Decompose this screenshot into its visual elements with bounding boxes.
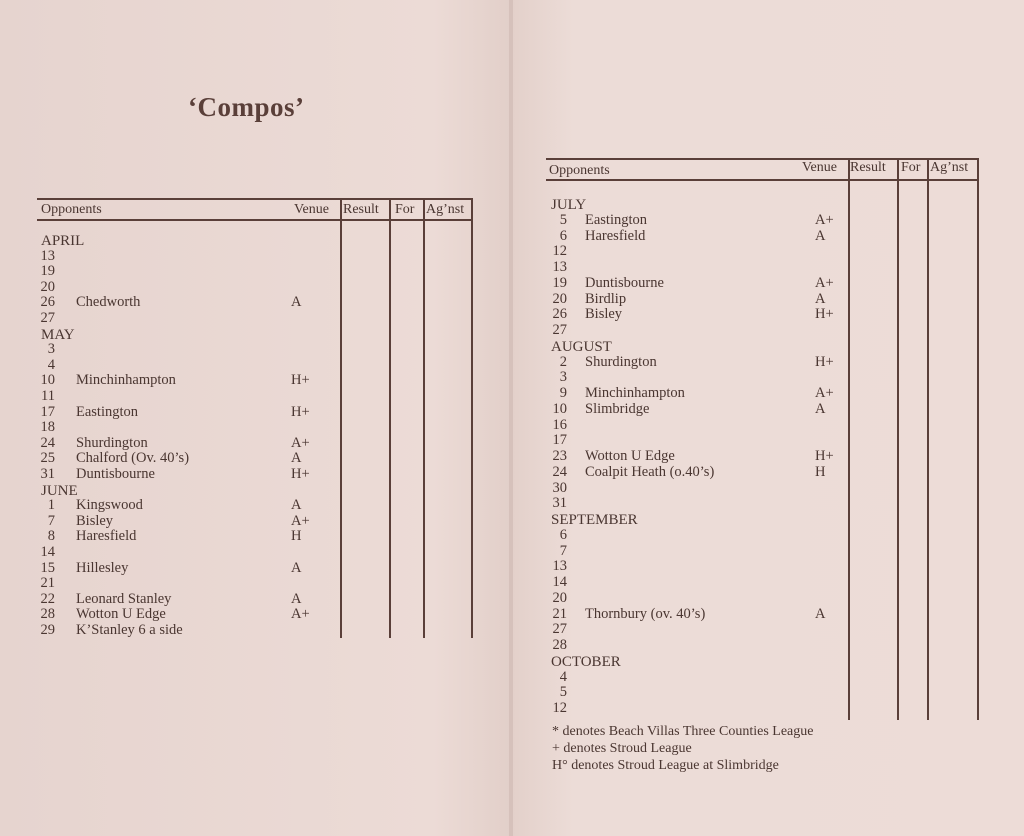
- month-heading: JUNE: [41, 482, 78, 499]
- legend: [552, 723, 813, 774]
- fixture-opponent: Hillesley: [76, 559, 129, 576]
- fixture-day: 25: [40, 450, 55, 467]
- fixture-row: [546, 528, 846, 544]
- fixture-row: [546, 496, 846, 512]
- fixture-day: 9: [559, 385, 567, 401]
- fixture-opponent: Birdlip: [585, 290, 627, 307]
- fixture-row: [37, 607, 337, 623]
- fixture-day: 15: [40, 559, 55, 576]
- fixture-venue: H+: [815, 448, 834, 464]
- fixture-day: 21: [552, 605, 567, 622]
- fixture-row: [546, 622, 846, 638]
- fixture-day: 10: [40, 372, 55, 389]
- fixture-opponent: Bisley: [76, 512, 114, 529]
- fixture-opponent: Chedworth: [76, 294, 141, 311]
- fixture-venue: A: [291, 450, 302, 467]
- fixture-day: 26: [552, 306, 567, 323]
- fixture-opponent: Coalpit Heath (o.40’s): [585, 463, 715, 480]
- fixture-venue: A+: [815, 211, 834, 228]
- fixture-day: 13: [552, 558, 567, 575]
- fixture-opponent: Thornbury (ov. 40’s): [585, 605, 706, 622]
- fixture-venue: H+: [815, 306, 834, 323]
- fixture-venue: A+: [291, 606, 310, 623]
- fixture-row: [37, 420, 337, 436]
- fixture-row: [546, 402, 846, 418]
- fixture-day: 6: [559, 227, 567, 244]
- fixture-row: [546, 386, 846, 402]
- fixture-opponent: Eastington: [585, 211, 648, 228]
- fixture-day: 16: [552, 416, 567, 433]
- fixture-venue: A: [815, 605, 826, 622]
- header-opponents: Opponents: [549, 163, 610, 178]
- fixture-row: [37, 373, 337, 389]
- fixture-day: 3: [559, 369, 567, 386]
- fixture-venue: H+: [291, 466, 310, 482]
- fixture-row: [37, 467, 337, 483]
- fixture-row: [37, 249, 337, 265]
- fixture-opponent: Haresfield: [76, 528, 137, 545]
- fixture-row: [37, 545, 337, 561]
- fixture-row: [37, 514, 337, 530]
- fixture-day: 10: [552, 400, 567, 417]
- fixture-day: 1: [47, 497, 55, 514]
- fixture-row: [546, 292, 846, 308]
- fixture-day: 27: [552, 621, 567, 638]
- header-top-rule: [37, 198, 473, 200]
- fixture-opponent: Minchinhampton: [585, 385, 685, 401]
- fixture-day: 24: [40, 434, 55, 451]
- fixture-venue: A: [291, 497, 302, 514]
- legend-line: H° denotes Stroud League at Slimbridge: [552, 758, 779, 773]
- header-opponents: Opponents: [41, 202, 102, 217]
- fixture-row: [546, 465, 846, 481]
- header-bottom-rule: [546, 179, 979, 181]
- header-result: Result: [343, 202, 379, 217]
- fixture-row: [37, 451, 337, 467]
- column-divider: [340, 198, 342, 638]
- fixture-opponent: Slimbridge: [585, 400, 650, 417]
- fixture-day: 7: [559, 542, 567, 559]
- fixture-opponent: Chalford (Ov. 40’s): [76, 450, 190, 467]
- fixture-venue: H: [291, 528, 302, 545]
- fixture-day: 3: [47, 341, 55, 358]
- fixture-day: 31: [552, 495, 567, 512]
- fixture-venue: A: [815, 400, 826, 417]
- fixture-day: 31: [40, 466, 55, 482]
- fixture-row: [37, 280, 337, 296]
- fixture-day: 29: [40, 622, 55, 638]
- left-fixtures-table: [37, 198, 473, 638]
- fixture-day: 28: [40, 606, 55, 623]
- fixture-opponent: Duntisbourne: [585, 274, 664, 291]
- fixture-row: [37, 561, 337, 577]
- fixture-row: [546, 276, 846, 292]
- fixture-venue: H+: [291, 403, 310, 420]
- right-fixtures-table: [546, 158, 979, 720]
- fixture-opponent: Minchinhampton: [76, 372, 176, 389]
- fixture-opponent: Wotton U Edge: [585, 448, 675, 464]
- header-against: Ag’nst: [426, 202, 465, 217]
- legend-line: + denotes Stroud League: [552, 741, 692, 756]
- fixture-row: [37, 623, 337, 639]
- fixture-day: 5: [559, 211, 567, 228]
- month-heading: APRIL: [41, 233, 85, 249]
- fixture-day: 12: [552, 700, 567, 716]
- column-divider: [848, 158, 850, 720]
- legend-line: * denotes Beach Villas Three Counties League: [552, 724, 814, 739]
- fixture-venue: H: [815, 463, 826, 480]
- fixture-row: [546, 213, 846, 229]
- fixture-venue: A: [291, 590, 302, 607]
- fixture-opponent: Eastington: [76, 403, 139, 420]
- fixture-day: 14: [40, 544, 55, 560]
- fixture-day: 6: [559, 526, 567, 543]
- fixture-day: 12: [552, 243, 567, 260]
- month-heading: SEPTEMBER: [551, 512, 638, 528]
- fixture-day: 7: [47, 512, 55, 529]
- fixture-day: 23: [552, 448, 567, 464]
- fixture-venue: A: [291, 294, 302, 311]
- month-heading: JULY: [551, 197, 587, 213]
- fixture-day: 19: [40, 263, 55, 280]
- column-divider: [423, 198, 425, 638]
- fixture-row: [37, 264, 337, 280]
- fixture-day: 24: [552, 463, 567, 480]
- fixture-row: [546, 670, 846, 686]
- fixture-opponent: Wotton U Edge: [76, 606, 166, 623]
- fixture-venue: A: [815, 227, 826, 244]
- fixture-day: 20: [40, 278, 55, 295]
- header-bottom-rule: [37, 219, 473, 221]
- header-against: Ag’nst: [930, 160, 969, 175]
- fixture-row: [546, 307, 846, 323]
- fixture-opponent: Haresfield: [585, 227, 646, 244]
- fixture-day: 17: [40, 403, 55, 420]
- fixture-row: [546, 638, 846, 654]
- fixture-row: [37, 311, 337, 327]
- fixture-venue: A: [815, 290, 826, 307]
- fixture-row: [546, 370, 846, 386]
- fixture-opponent: Shurdington: [76, 434, 148, 451]
- fixture-venue: H+: [291, 372, 310, 389]
- fixture-row: [546, 355, 846, 371]
- fixture-day: 30: [552, 479, 567, 496]
- fixture-day: 11: [41, 388, 55, 404]
- fixture-day: 21: [40, 575, 55, 592]
- fixture-row: [546, 244, 846, 260]
- fixture-opponent: Bisley: [585, 306, 623, 323]
- header-venue: Venue: [294, 202, 329, 217]
- fixture-day: 17: [552, 432, 567, 449]
- fixture-row: [37, 529, 337, 545]
- page-title: ‘Compos’: [188, 92, 305, 122]
- fixture-opponent: Duntisbourne: [76, 466, 155, 482]
- fixture-venue: H+: [815, 353, 834, 370]
- fixture-day: 19: [552, 274, 567, 291]
- fixture-row: [546, 481, 846, 497]
- fixture-row: [546, 433, 846, 449]
- fixture-venue: A+: [291, 434, 310, 451]
- fixture-row: [546, 685, 846, 701]
- fixture-day: 13: [552, 259, 567, 275]
- fixture-row: [546, 591, 846, 607]
- fixture-venue: A+: [815, 274, 834, 291]
- fixture-day: 14: [552, 574, 567, 590]
- fixture-row: [37, 592, 337, 608]
- fixture-day: 20: [552, 589, 567, 606]
- fixture-day: 18: [40, 419, 55, 436]
- fixture-row: [37, 576, 337, 592]
- fixture-day: 13: [40, 247, 55, 264]
- fixture-row: [546, 260, 846, 276]
- fixture-row: [37, 389, 337, 405]
- fixture-row: [37, 498, 337, 514]
- fixture-row: [546, 607, 846, 623]
- fixture-row: [37, 342, 337, 358]
- fixture-row: [546, 229, 846, 245]
- fixture-row: [37, 405, 337, 421]
- fixture-row: [37, 358, 337, 374]
- fixture-day: 28: [552, 637, 567, 653]
- header-result: Result: [850, 160, 886, 175]
- column-divider: [927, 158, 929, 720]
- fixture-row: [546, 701, 846, 717]
- header-venue: Venue: [802, 160, 837, 175]
- fixture-row: [37, 436, 337, 452]
- fixture-day: 4: [559, 668, 567, 685]
- fixture-day: 22: [40, 590, 55, 607]
- fixture-venue: A+: [291, 512, 310, 529]
- fixture-row: [546, 544, 846, 560]
- month-heading: OCTOBER: [551, 653, 621, 670]
- fixture-opponent: Leonard Stanley: [76, 590, 172, 607]
- fixture-day: 20: [552, 290, 567, 307]
- fixture-row: [546, 559, 846, 575]
- fixture-opponent: Kingswood: [76, 497, 143, 514]
- fixture-row: [546, 575, 846, 591]
- page-gutter: [509, 0, 513, 836]
- fixture-day: 26: [40, 294, 55, 311]
- fixture-day: 5: [559, 684, 567, 701]
- fixture-day: 27: [552, 322, 567, 338]
- column-divider: [471, 198, 473, 638]
- month-heading: AUGUST: [551, 338, 612, 355]
- fixture-day: 4: [47, 356, 55, 373]
- header-for: For: [395, 202, 415, 217]
- fixture-day: 8: [47, 528, 55, 545]
- column-divider: [897, 158, 899, 720]
- fixture-opponent: Shurdington: [585, 353, 657, 370]
- fixture-day: 27: [40, 310, 55, 326]
- fixture-row: [546, 418, 846, 434]
- fixture-day: 2: [559, 353, 567, 370]
- fixture-venue: A+: [815, 385, 834, 401]
- month-heading: MAY: [41, 326, 75, 343]
- column-divider: [389, 198, 391, 638]
- fixture-venue: A: [291, 559, 302, 576]
- fixture-row: [37, 295, 337, 311]
- column-divider: [977, 158, 979, 720]
- fixture-row: [546, 323, 846, 339]
- header-for: For: [901, 160, 921, 175]
- fixture-row: [546, 449, 846, 465]
- fixture-opponent: K’Stanley 6 a side: [76, 622, 183, 638]
